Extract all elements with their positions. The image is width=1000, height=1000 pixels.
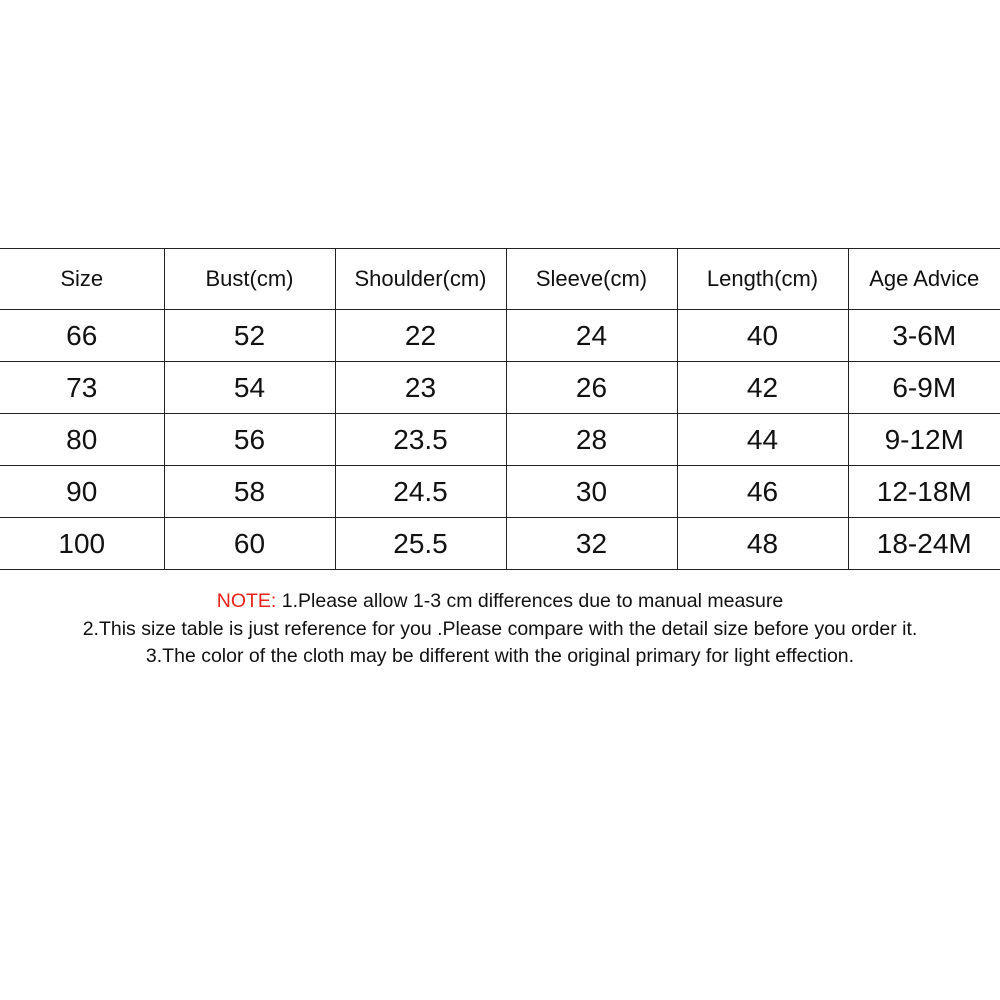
- cell-bust: 60: [164, 518, 335, 570]
- cell-sleeve: 24: [506, 310, 677, 362]
- cell-sleeve: 28: [506, 414, 677, 466]
- cell-bust: 58: [164, 466, 335, 518]
- cell-bust: 54: [164, 362, 335, 414]
- cell-sleeve: 30: [506, 466, 677, 518]
- cell-age-advice: 6-9M: [848, 362, 1000, 414]
- header-bust: Bust(cm): [164, 249, 335, 310]
- cell-size: 66: [0, 310, 164, 362]
- cell-length: 46: [677, 466, 848, 518]
- cell-sleeve: 26: [506, 362, 677, 414]
- cell-shoulder: 24.5: [335, 466, 506, 518]
- note-line-3: 3.The color of the cloth may be different with the original primary for light effection.: [145, 645, 855, 667]
- cell-size: 73: [0, 362, 164, 414]
- size-table: [0, 248, 1000, 570]
- cell-bust: 52: [164, 310, 335, 362]
- cell-size: 80: [0, 414, 164, 466]
- cell-length: 42: [677, 362, 848, 414]
- cell-length: 44: [677, 414, 848, 466]
- note-label: NOTE:: [216, 590, 277, 612]
- cell-age-advice: 3-6M: [848, 310, 1000, 362]
- cell-age-advice: 12-18M: [848, 466, 1000, 518]
- cell-age-advice: 18-24M: [848, 518, 1000, 570]
- cell-sleeve: 32: [506, 518, 677, 570]
- table-row: [0, 310, 1000, 362]
- table-row: [0, 466, 1000, 518]
- cell-shoulder: 25.5: [335, 518, 506, 570]
- table-row: [0, 362, 1000, 414]
- header-length: Length(cm): [677, 249, 848, 310]
- cell-bust: 56: [164, 414, 335, 466]
- header-shoulder: Shoulder(cm): [335, 249, 506, 310]
- cell-length: 40: [677, 310, 848, 362]
- cell-age-advice: 9-12M: [848, 414, 1000, 466]
- cell-length: 48: [677, 518, 848, 570]
- header-size: Size: [0, 249, 164, 310]
- header-row: [0, 249, 1000, 310]
- cell-shoulder: 22: [335, 310, 506, 362]
- header-age-advice: Age Advice: [848, 249, 1000, 310]
- note-text-1: 1.Please allow 1-3 cm differences due to manual measure: [276, 590, 784, 612]
- notes: [0, 588, 1000, 671]
- note-line-1: [0, 588, 1000, 616]
- table-row: [0, 518, 1000, 570]
- header-sleeve: Sleeve(cm): [506, 249, 677, 310]
- cell-size: 100: [0, 518, 164, 570]
- cell-shoulder: 23: [335, 362, 506, 414]
- cell-shoulder: 23.5: [335, 414, 506, 466]
- cell-size: 90: [0, 466, 164, 518]
- note-line-2: 2.This size table is just reference for you .Please compare with the detail size before you order it.: [82, 617, 918, 640]
- table-row: [0, 414, 1000, 466]
